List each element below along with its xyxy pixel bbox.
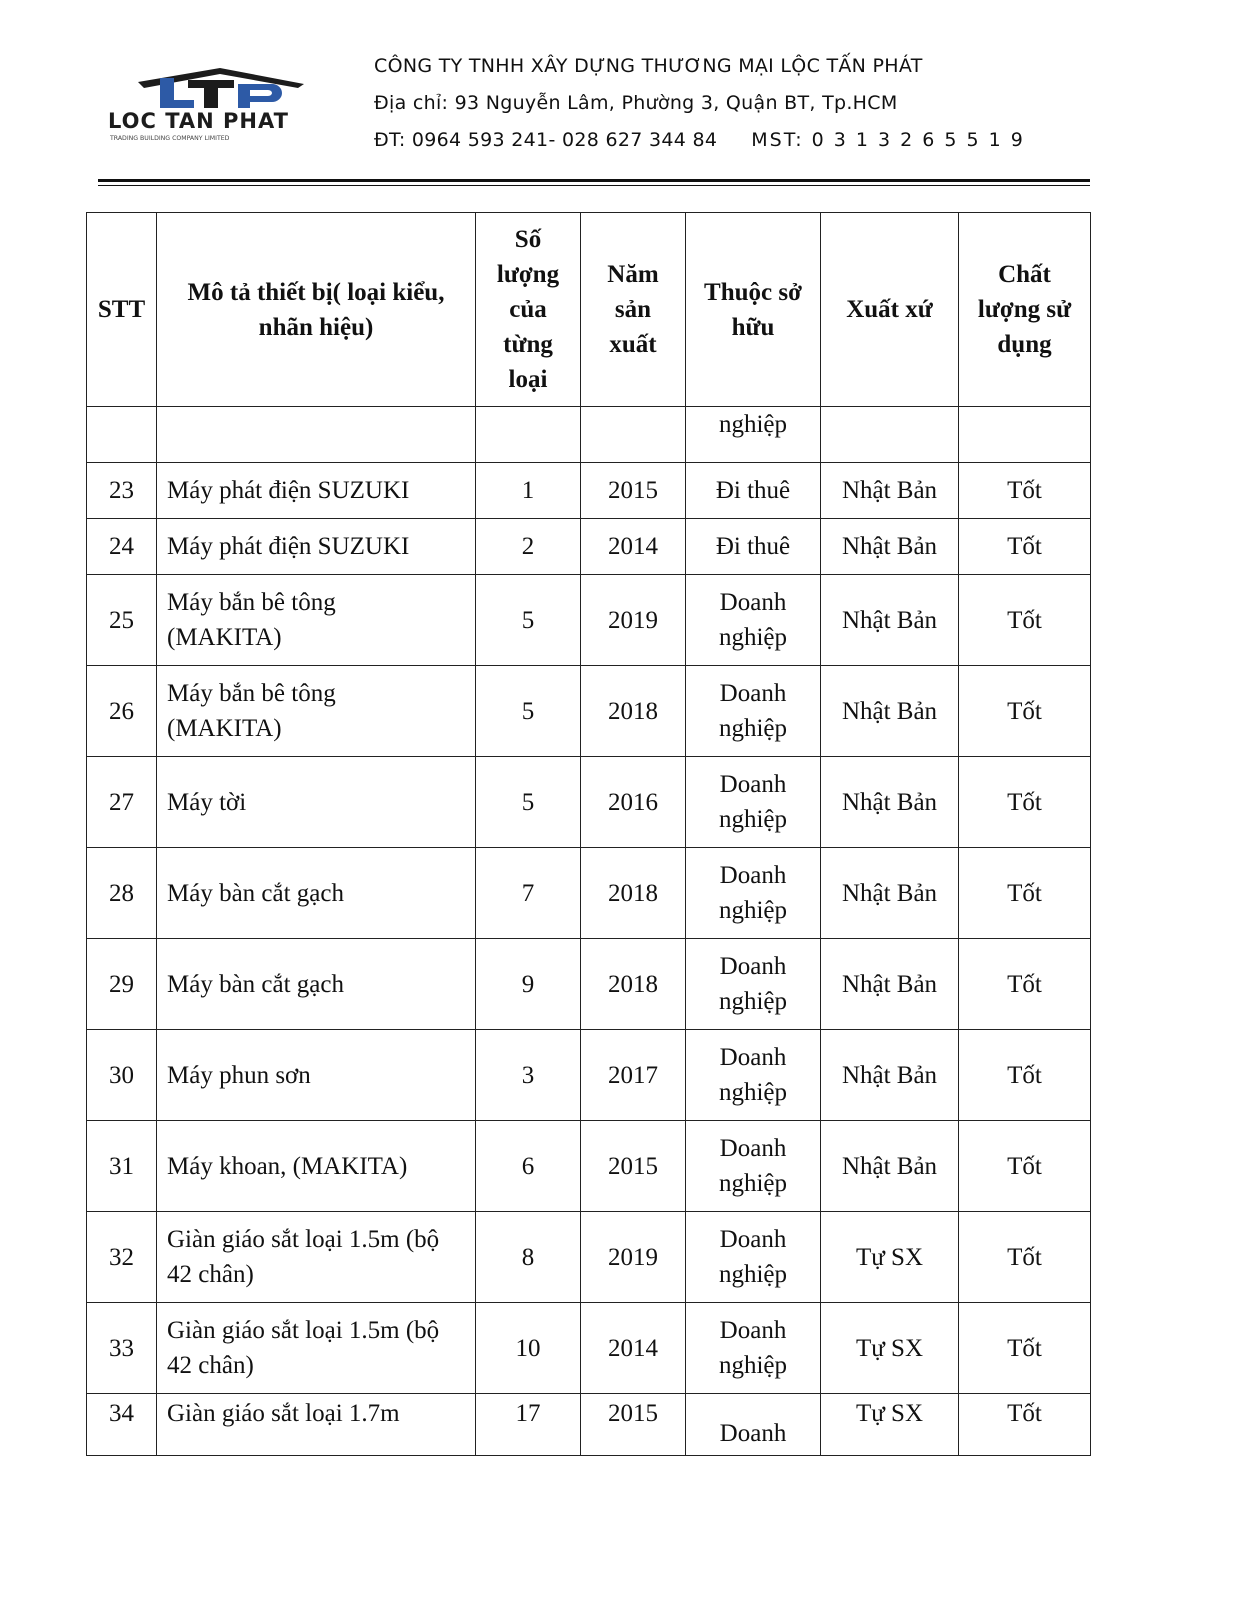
cell-quantity: 17: [476, 1394, 581, 1456]
table-row: [87, 848, 1091, 939]
cell-year: 2014: [581, 1303, 686, 1394]
cell-quantity: 10: [476, 1303, 581, 1394]
cell-stt: 32: [87, 1212, 157, 1303]
cell-quality: Tốt: [959, 1394, 1091, 1456]
header-stt: STT: [87, 213, 157, 407]
cell-owner: nghiệp: [686, 407, 821, 463]
table-row: [87, 1394, 1091, 1456]
cell-description: Máy khoan, (MAKITA): [157, 1121, 476, 1212]
header-divider-thin: [98, 185, 1090, 186]
header-quantity: Số lượng của từng loại: [476, 213, 581, 407]
cell-owner: Doanh nghiệp: [686, 848, 821, 939]
cell-year: 2018: [581, 848, 686, 939]
cell-origin: Nhật Bản: [821, 666, 959, 757]
cell-owner: Doanh nghiệp: [686, 575, 821, 666]
header-quality: Chất lượng sử dụng: [959, 213, 1091, 407]
table-row: [87, 463, 1091, 519]
cell-stt: 28: [87, 848, 157, 939]
cell-owner: Doanh nghiệp: [686, 939, 821, 1030]
cell-origin: Nhật Bản: [821, 1030, 959, 1121]
cell-quality: Tốt: [959, 1212, 1091, 1303]
cell-year: 2018: [581, 666, 686, 757]
cell-owner: Doanh nghiệp: [686, 1303, 821, 1394]
cell-year: 2015: [581, 1394, 686, 1456]
cell-year: 2017: [581, 1030, 686, 1121]
cell-origin: Tự SX: [821, 1212, 959, 1303]
cell-quality: Tốt: [959, 1303, 1091, 1394]
table-row: [87, 939, 1091, 1030]
header-year: Năm sản xuất: [581, 213, 686, 407]
cell-quantity: 7: [476, 848, 581, 939]
cell-origin: Nhật Bản: [821, 757, 959, 848]
cell-quantity: 1: [476, 463, 581, 519]
letterhead: [0, 0, 1236, 200]
cell-stt: 27: [87, 757, 157, 848]
cell-stt: 26: [87, 666, 157, 757]
table-row: [87, 757, 1091, 848]
logo-text: LOC TAN PHAT: [108, 109, 289, 133]
cell-owner: Đi thuê: [686, 463, 821, 519]
header-origin: Xuất xứ: [821, 213, 959, 407]
cell-description: Máy bắn bê tông (MAKITA): [157, 666, 476, 757]
company-contact: [374, 122, 1025, 159]
cell-description: Giàn giáo sắt loại 1.5m (bộ 42 chân): [157, 1303, 476, 1394]
equipment-table: [86, 212, 1091, 1456]
cell-owner: Doanh nghiệp: [686, 666, 821, 757]
cell-year: 2015: [581, 463, 686, 519]
cell-origin: Tự SX: [821, 1303, 959, 1394]
cell-stt: 34: [87, 1394, 157, 1456]
logo-subtext: TRADING BUILDING COMPANY LIMITED: [110, 135, 230, 142]
table-row-continuation: [87, 407, 1091, 463]
cell-stt: 33: [87, 1303, 157, 1394]
cell-quality: Tốt: [959, 463, 1091, 519]
company-tax-code: MST: 0 3 1 3 2 6 5 5 1 9: [751, 129, 1025, 151]
cell-stt: 24: [87, 519, 157, 575]
cell-origin: Nhật Bản: [821, 575, 959, 666]
cell-description: Máy phát điện SUZUKI: [157, 463, 476, 519]
cell-owner: Doanh nghiệp: [686, 1030, 821, 1121]
cell-quality: Tốt: [959, 1121, 1091, 1212]
cell-quality: Tốt: [959, 575, 1091, 666]
table-row: [87, 519, 1091, 575]
cell-stt: 23: [87, 463, 157, 519]
cell-description: Máy tời: [157, 757, 476, 848]
cell-owner: Doanh: [686, 1394, 821, 1456]
cell-quality: Tốt: [959, 666, 1091, 757]
cell-origin: Tự SX: [821, 1394, 959, 1456]
cell-quality: Tốt: [959, 939, 1091, 1030]
cell-quantity: 9: [476, 939, 581, 1030]
cell-quality: Tốt: [959, 757, 1091, 848]
cell-description: Máy phun sơn: [157, 1030, 476, 1121]
table-row: [87, 1303, 1091, 1394]
cell-quality: Tốt: [959, 1030, 1091, 1121]
table-header-row: [87, 213, 1091, 407]
cell-quantity: 5: [476, 666, 581, 757]
cell-stt: 30: [87, 1030, 157, 1121]
cell-quantity: 5: [476, 575, 581, 666]
table-row: [87, 1212, 1091, 1303]
cell-stt: 25: [87, 575, 157, 666]
cell-description: Máy bắn bê tông (MAKITA): [157, 575, 476, 666]
cell-quantity: 3: [476, 1030, 581, 1121]
company-name: CÔNG TY TNHH XÂY DỰNG THƯƠNG MẠI LỘC TẤN PHÁT: [374, 55, 923, 77]
cell-year: 2019: [581, 1212, 686, 1303]
cell-owner: Doanh nghiệp: [686, 1121, 821, 1212]
header-owner: Thuộc sở hữu: [686, 213, 821, 407]
cell-quantity: 8: [476, 1212, 581, 1303]
cell-quantity: 5: [476, 757, 581, 848]
cell-origin: Nhật Bản: [821, 519, 959, 575]
cell-origin: Nhật Bản: [821, 939, 959, 1030]
cell-year: 2015: [581, 1121, 686, 1212]
cell-year: 2014: [581, 519, 686, 575]
company-info: [374, 48, 1025, 159]
cell-description: Máy phát điện SUZUKI: [157, 519, 476, 575]
table-row: [87, 666, 1091, 757]
table-row: [87, 1121, 1091, 1212]
cell-description: Giàn giáo sắt loại 1.7m: [157, 1394, 476, 1456]
cell-stt: 31: [87, 1121, 157, 1212]
company-address: Địa chỉ: 93 Nguyễn Lâm, Phường 3, Quận BT, Tp.HCM: [374, 92, 898, 114]
cell-quality: Tốt: [959, 519, 1091, 575]
cell-origin: Nhật Bản: [821, 1121, 959, 1212]
company-phone: ĐT: 0964 593 241- 028 627 344 84: [374, 129, 718, 151]
cell-description: Giàn giáo sắt loại 1.5m (bộ 42 chân): [157, 1212, 476, 1303]
cell-year: 2016: [581, 757, 686, 848]
cell-quantity: 2: [476, 519, 581, 575]
cell-description: Máy bàn cắt gạch: [157, 848, 476, 939]
cell-quality: Tốt: [959, 848, 1091, 939]
cell-quantity: 6: [476, 1121, 581, 1212]
table-row: [87, 575, 1091, 666]
cell-year: 2018: [581, 939, 686, 1030]
company-logo: [108, 64, 340, 144]
cell-owner: Doanh nghiệp: [686, 1212, 821, 1303]
cell-origin: Nhật Bản: [821, 463, 959, 519]
cell-description: Máy bàn cắt gạch: [157, 939, 476, 1030]
cell-year: 2019: [581, 575, 686, 666]
cell-owner: Đi thuê: [686, 519, 821, 575]
table-row: [87, 1030, 1091, 1121]
cell-owner: Doanh nghiệp: [686, 757, 821, 848]
cell-stt: 29: [87, 939, 157, 1030]
header-divider-thick: [98, 179, 1090, 182]
cell-origin: Nhật Bản: [821, 848, 959, 939]
header-description: Mô tả thiết bị( loại kiểu, nhãn hiệu): [157, 213, 476, 407]
